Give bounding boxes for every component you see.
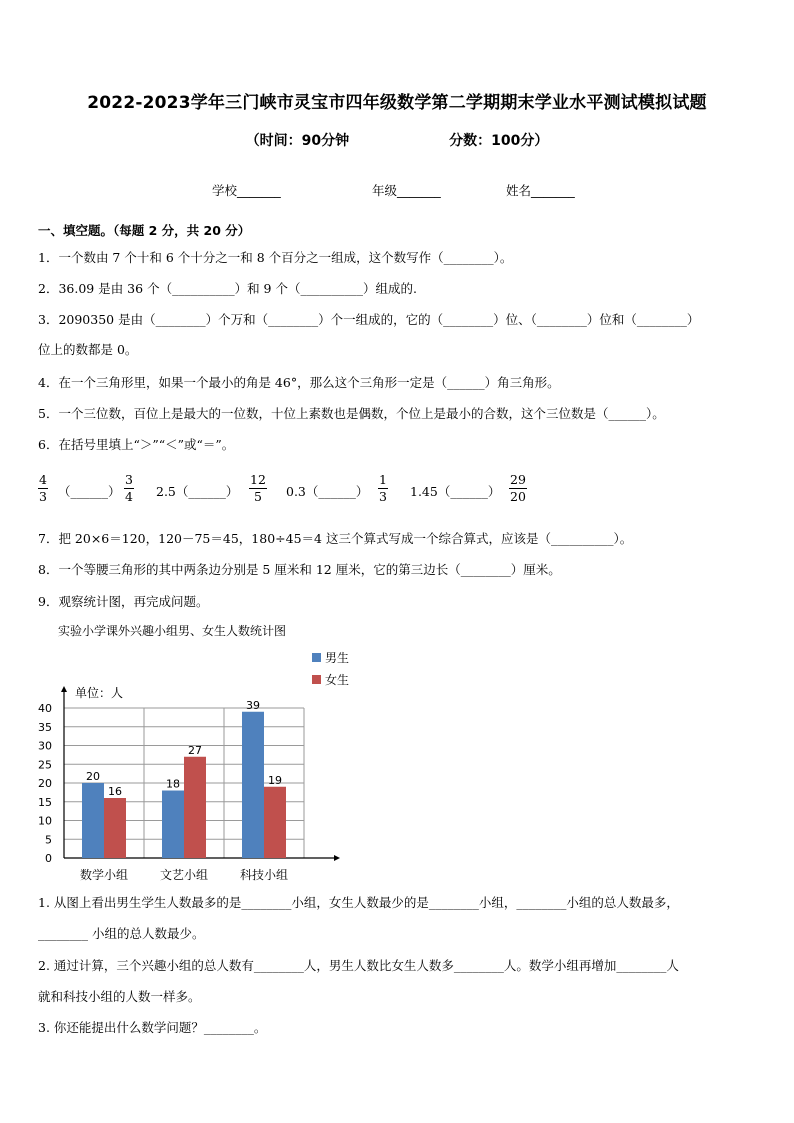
bar — [184, 757, 206, 858]
bar — [264, 787, 286, 858]
question-5: 5．一个三位数，百位上是最大的一位数，十位上素数也是偶数，个位上是最小的合数，这个三位数是（______）。 — [38, 406, 665, 421]
y-tick-label: 0 — [45, 852, 52, 865]
y-tick-label: 10 — [38, 814, 52, 828]
question-9: 9．观察统计图，再完成问题。 — [38, 594, 209, 609]
bar-data-label: 19 — [268, 773, 282, 787]
question-6: 6．在括号里填上“＞”“＜”或“＝”。 — [38, 437, 235, 452]
question-9-2-line2: 就和科技小组的人数一样多。 — [38, 989, 201, 1004]
bar-data-label: 16 — [108, 785, 122, 798]
question-2: 2．36.09 是由 36 个（__________）和 9 个（__________）组成的. — [38, 281, 417, 296]
bar-data-label: 18 — [166, 777, 180, 791]
bar — [104, 798, 126, 858]
y-tick-label: 15 — [38, 795, 52, 809]
bar-data-label: 27 — [188, 743, 202, 757]
score-label: 分数：100分） — [449, 133, 549, 149]
fraction-1-3: $\frac{1}{3}$ — [379, 472, 387, 504]
legend-swatch — [312, 675, 321, 684]
legend-swatch — [312, 653, 321, 662]
blank-1: （______） — [58, 484, 121, 499]
question-1: 1．一个数由 7 个十和 6 个十分之一和 8 个百分之一组成，这个数写作（________）。 — [38, 250, 513, 265]
fraction-3-4: $\frac{3}{4}$ — [125, 472, 133, 504]
name-field: 姓名_______ — [506, 183, 575, 198]
x-tick-label: 文艺小组 — [159, 868, 209, 882]
page-title: 2022-2023学年三门峡市灵宝市四年级数学第二学期期末学业水平测试模拟试题 — [87, 93, 707, 113]
y-tick-label: 30 — [38, 739, 52, 753]
question-9-2-line1: 2. 通过计算，三个兴趣小组的总人数有________人，男生人数比女生人数多________人。数学小组再增加________人 — [38, 958, 679, 973]
section-heading: 一、填空题。（每题 2 分，共 20 分） — [38, 223, 251, 238]
chart-title: 实验小学课外兴趣小组男、女生人数统计图 — [58, 624, 287, 638]
question-9-1-line1: 1. 从图上看出男生学生人数最多的是________小组，女生人数最少的是________小组，________小组的总人数最多， — [38, 895, 679, 910]
y-tick-label: 20 — [38, 777, 52, 790]
y-tick-label: 40 — [38, 702, 52, 715]
compare-2-5: 2.5（______） — [156, 484, 239, 499]
compare-0-3: 0.3（______） — [286, 484, 369, 499]
school-field: 学校_______ — [212, 183, 281, 198]
time-label: （时间：90分钟 — [245, 133, 350, 149]
grade-field: 年级_______ — [372, 183, 441, 198]
chart-y-label: 单位：人 — [75, 686, 124, 700]
legend-label: 女生 — [325, 673, 350, 687]
legend-label: 男生 — [325, 651, 350, 665]
compare-1-45: 1.45（______） — [410, 484, 501, 499]
y-tick-label: 25 — [38, 758, 52, 772]
fraction-4-3: $\frac{4}{3}$ — [39, 472, 47, 504]
question-3-line1: 3．2090350 是由（________）个万和（________）个一组成的，它的（________）位、（________）位和（________） — [38, 312, 700, 327]
x-tick-label: 数学小组 — [79, 868, 129, 882]
bar-data-label: 20 — [86, 770, 100, 783]
bar-chart — [0, 618, 794, 888]
x-tick-label: 科技小组 — [239, 868, 289, 882]
bar — [162, 791, 184, 859]
y-tick-label: 35 — [38, 720, 52, 734]
question-7: 7．把 20×6＝120，120－75＝45，180÷45＝4 这三个算式写成一个综合算式，应该是（__________）。 — [38, 531, 633, 546]
y-axis-arrow — [61, 686, 67, 692]
bar — [242, 712, 264, 858]
question-9-1-line2: ________ 小组的总人数最少。 — [38, 926, 205, 941]
fraction-12-5: $\frac{12}{5}$ — [250, 472, 266, 504]
bar — [82, 783, 104, 858]
x-axis-arrow — [334, 855, 340, 861]
fraction-29-20: $\frac{29}{20}$ — [510, 472, 526, 504]
bar-data-label: 39 — [246, 698, 260, 712]
question-3-line2: 位上的数都是 0。 — [38, 342, 138, 357]
question-8: 8．一个等腰三角形的其中两条边分别是 5 厘米和 12 厘米，它的第三边长（________）厘米。 — [38, 562, 561, 577]
y-tick-label: 5 — [45, 833, 52, 847]
question-9-3: 3. 你还能提出什么数学问题？________。 — [38, 1020, 267, 1035]
question-4: 4．在一个三角形里，如果一个最小的角是 46°，那么这个三角形一定是（______）角三角形。 — [38, 375, 560, 390]
exam-info — [0, 130, 794, 150]
